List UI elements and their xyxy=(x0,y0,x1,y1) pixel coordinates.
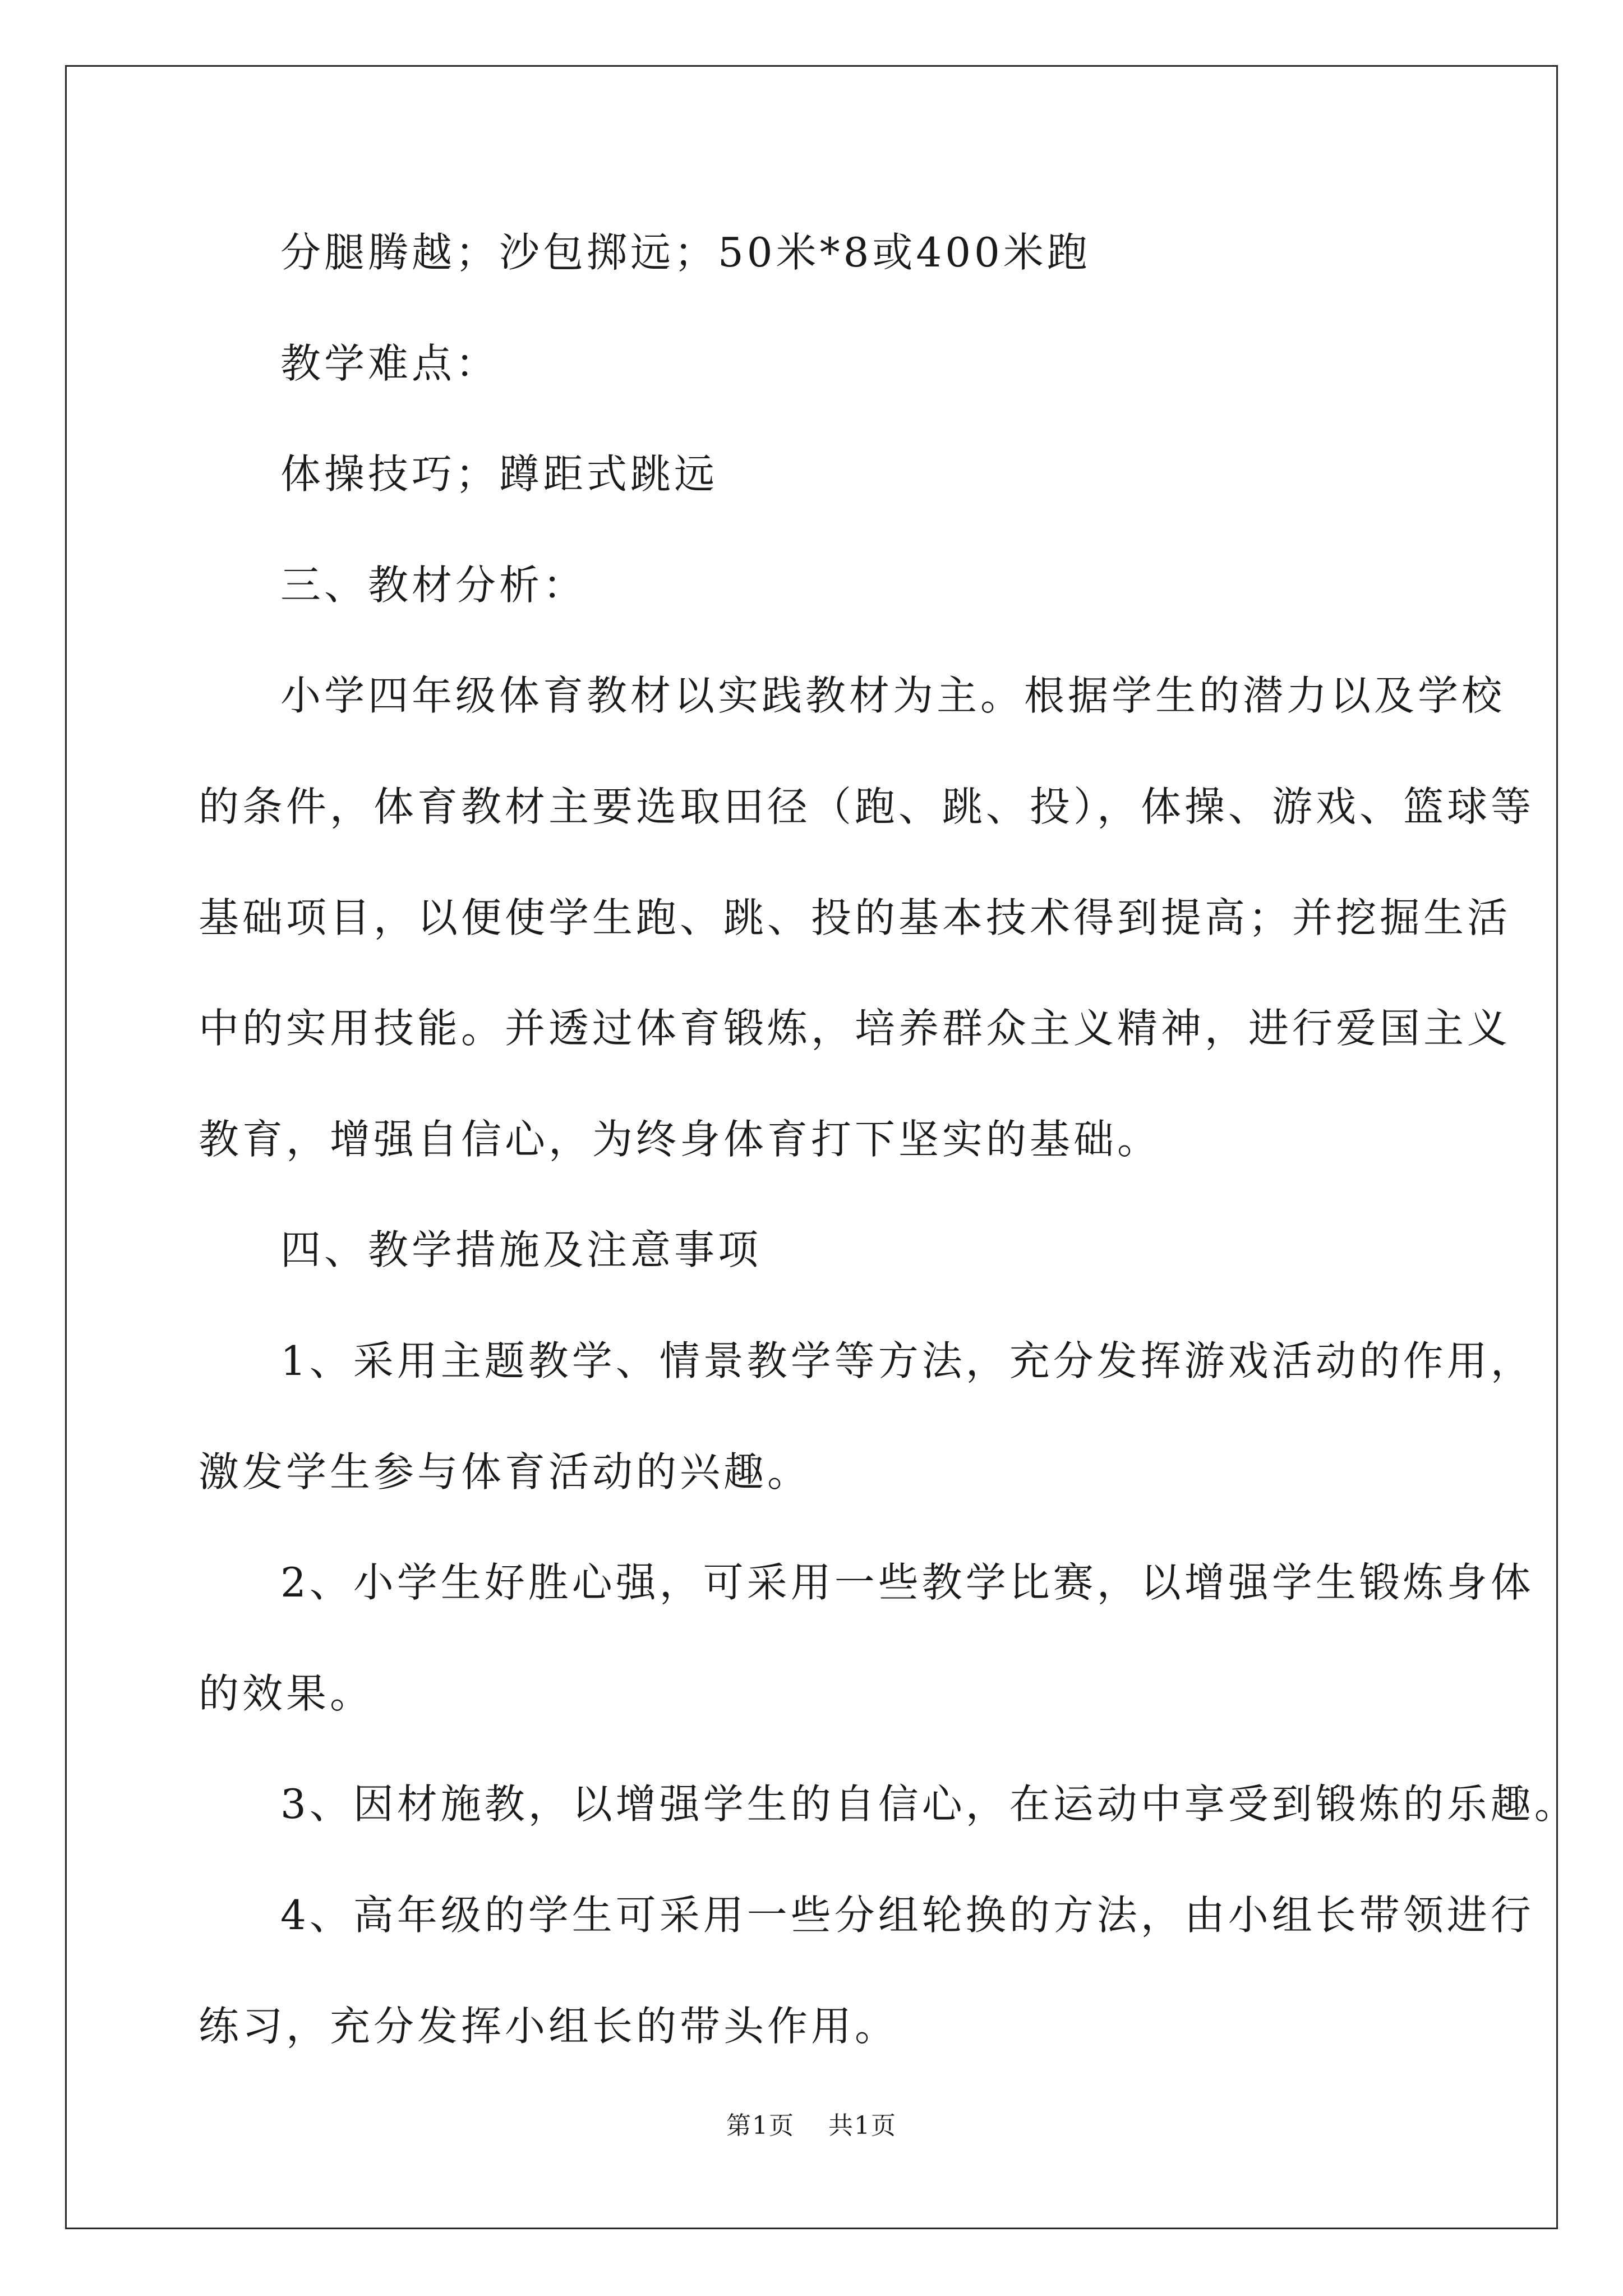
text-line: 2、小学生好胜心强，可采用一些教学比赛，以增强学生锻炼身体 xyxy=(280,1559,1534,1606)
text-line: 的效果。 xyxy=(199,1670,374,1717)
text-line: 基础项目，以便使学生跑、跳、投的基本技术得到提高；并挖掘生活 xyxy=(199,894,1511,941)
page-footer xyxy=(0,2109,1623,2143)
section-heading: 三、教材分析： xyxy=(280,562,587,609)
text-line: 的条件，体育教材主要选取田径（跑、跳、投），体操、游戏、篮球等 xyxy=(199,783,1535,830)
text-line: 3、因材施教，以增强学生的自信心，在运动中享受到锻炼的乐趣。 xyxy=(280,1780,1578,1828)
text-line: 分腿腾越；沙包掷远；50米*8或400米跑 xyxy=(280,229,1091,276)
text-line: 教学难点： xyxy=(280,340,500,387)
text-line: 练习，充分发挥小组长的带头作用。 xyxy=(199,2003,899,2050)
text-line: 教育，增强自信心，为终身体育打下坚实的基础。 xyxy=(199,1116,1161,1163)
text-line: 小学四年级体育教材以实践教材为主。根据学生的潜力以及学校 xyxy=(280,672,1506,719)
page-total: 共1页 xyxy=(828,2111,897,2140)
text-line: 4、高年级的学生可采用一些分组轮换的方法，由小组长带领进行 xyxy=(280,1892,1534,1939)
section-heading: 四、教学措施及注意事项 xyxy=(280,1226,762,1273)
text-line: 激发学生参与体育活动的兴趣。 xyxy=(199,1448,811,1496)
page-number: 第1页 xyxy=(726,2111,795,2140)
text-line: 体操技巧；蹲距式跳远 xyxy=(280,450,718,498)
text-line: 中的实用技能。并透过体育锻炼，培养群众主义精神，进行爱国主义 xyxy=(199,1005,1511,1052)
text-line: 1、采用主题教学、情景教学等方法，充分发挥游戏活动的作用， xyxy=(280,1337,1534,1384)
